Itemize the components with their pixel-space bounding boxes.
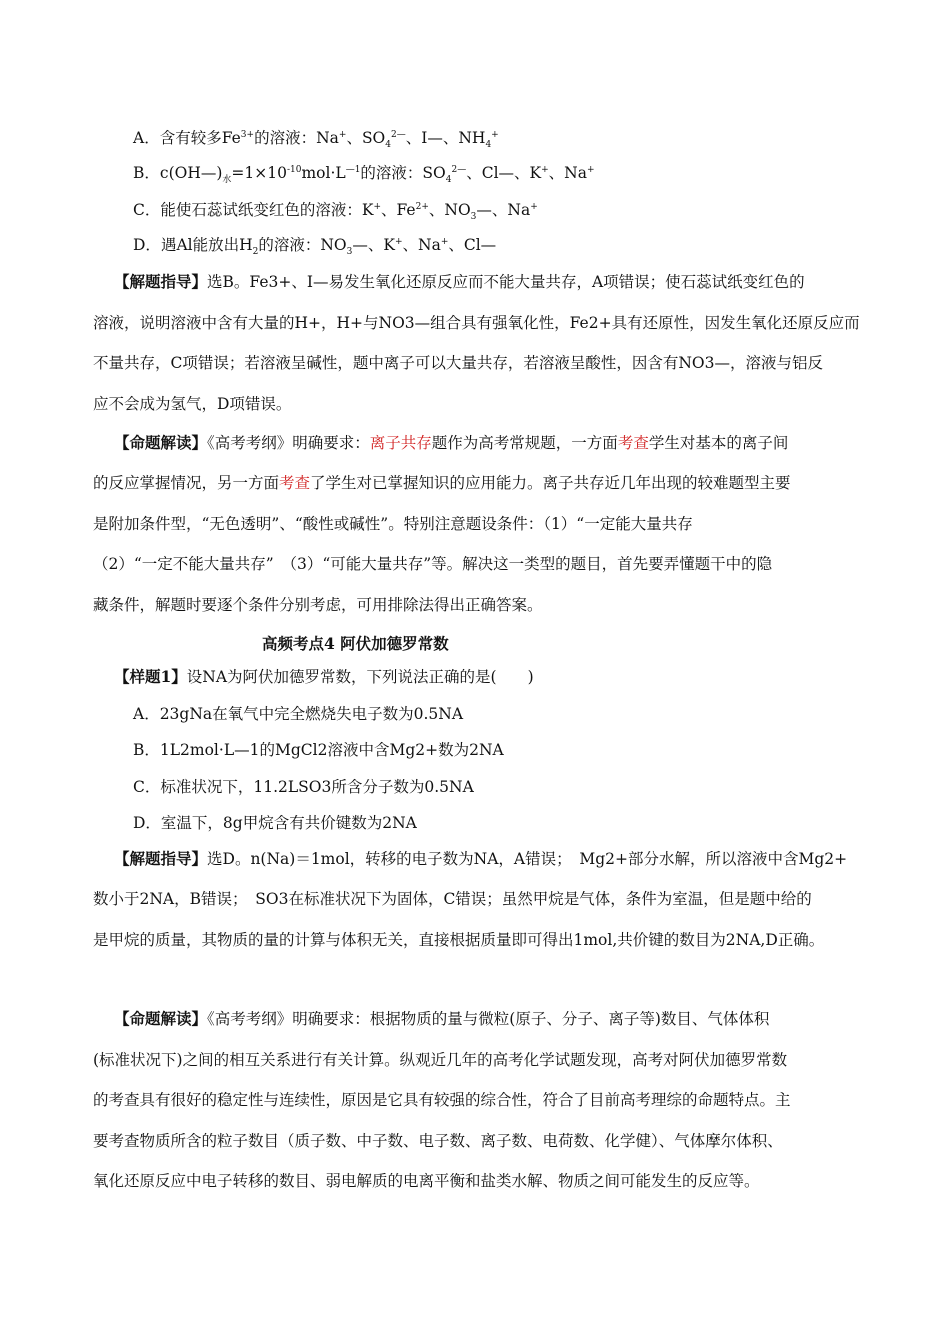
q2-option-a: A．23gNa在氧气中完全燃烧失电子数为0.5NA — [133, 705, 464, 723]
q1-option-d: D．遇Al能放出$H_2$的溶液：$NO_3—$、K+、Na+、Cl— — [133, 236, 497, 258]
q2-interp-line-2: (标准状况下)之间的相互关系进行有关计算。纵观近几年的高考化学试题发现，高考对阿伏加德罗常数 — [93, 1051, 788, 1069]
q2-interp-line-4: 要考查物质所含的粒子数目（质子数、中子数、电子数、离子数、电荷数、化学健）、气体摩尔体积、 — [93, 1132, 783, 1150]
q1-option-a: A．含有较多$Fe^{3+}$的溶液：Na+、$SO_4^{2—}$、I—、$NH_4^+$ — [133, 129, 499, 151]
q1-interp-line-4: （2）“一定不能大量共存” （3）“可能大量共存”等。解决这一类型的题目，首先要弄懂题干中的隐 — [93, 555, 773, 573]
q1-option-c: C．能使石蕊试纸变红色的溶液：K+、$Fe^{2+}$、$NO_3—$、Na+ — [133, 201, 538, 223]
section-heading: 高频考点4 阿伏加德罗常数 — [262, 634, 449, 653]
q1-option-b: B．$c(OH—)_水=1\times 10^{-10}mol\cdot L^{—1}$的溶液：$SO_4^{2—}$、Cl—、K+、Na+ — [133, 164, 595, 186]
q1-guide-line-2: 溶液，说明溶液中含有大量的H+，H+与NO3—组合具有强氧化性，Fe2+具有还原性，因发生氧化还原反应而 — [93, 314, 860, 332]
q2-guide-line-3: 是甲烷的质量，其物质的量的计算与体积无关，直接根据质量即可得出1mol,共价键的数目为2NA,D正确。 — [93, 931, 825, 949]
q2-option-d: D．室温下，8g甲烷含有共价键数为2NA — [133, 814, 417, 832]
q1-interp-line-2: 的反应掌握情况，另一方面考查了学生对已掌握知识的应用能力。离子共存近几年出现的较难题型主要 — [93, 474, 791, 492]
q2-stem: 【样题1】设NA为阿伏加德罗常数，下列说法正确的是( ) — [114, 667, 534, 686]
q1-interp-line-3: 是附加条件型，“无色透明”、“酸性或碱性”。特别注意题设条件：（1）“一定能大量共存 — [93, 515, 693, 533]
q1-guide-line-4: 应不会成为氢气，D项错误。 — [93, 395, 292, 413]
highlight-ion-coexistence: 离子共存 — [369, 434, 432, 452]
q2-option-b: B．1L2mol·L—1的MgCl2溶液中含Mg2+数为2NA — [133, 741, 504, 759]
highlight-examine-2: 考查 — [279, 474, 311, 492]
q2-option-c: C．标准状况下，11.2LSO3所含分子数为0.5NA — [133, 778, 474, 796]
q1-guide-line-3: 不量共存，C项错误；若溶液呈碱性，题中离子可以大量共存，若溶液呈酸性，因含有NO3—，溶液与铝反 — [93, 354, 823, 372]
q1-interp-line-1: 【命题解读】《高考考纲》明确要求：离子共存题作为高考常规题，一方面考查学生对基本的离子间 — [114, 433, 789, 452]
q2-interp-line-3: 的考查具有很好的稳定性与连续性，原因是它具有较强的综合性，符合了目前高考理综的命题特点。主 — [93, 1091, 791, 1109]
q2-interp-line-5: 氧化还原反应中电子转移的数目、弱电解质的电离平衡和盐类水解、物质之间可能发生的反应等。 — [93, 1172, 760, 1190]
q1-guide-line-1: 【解题指导】选B。Fe3+、I—易发生氧化还原反应而不能大量共存，A项错误；使石蕊试纸变红色的 — [114, 272, 805, 291]
q1-interp-line-5: 藏条件，解题时要逐个条件分别考虑，可用排除法得出正确答案。 — [93, 596, 543, 614]
q2-guide-line-1: 【解题指导】选D。n(Na)＝1mol，转移的电子数为NA，A错误； Mg2+部分水解，所以溶液中含Mg2+ — [114, 849, 848, 868]
q2-guide-line-2: 数小于2NA，B错误； SO3在标准状况下为固体，C错误；虽然甲烷是气体，条件为室温，但是题中给的 — [93, 890, 812, 908]
highlight-examine-1: 考查 — [617, 434, 649, 452]
q2-interp-line-1: 【命题解读】《高考考纲》明确要求：根据物质的量与微粒(原子、分子、离子等)数目、气体体积 — [114, 1009, 770, 1028]
